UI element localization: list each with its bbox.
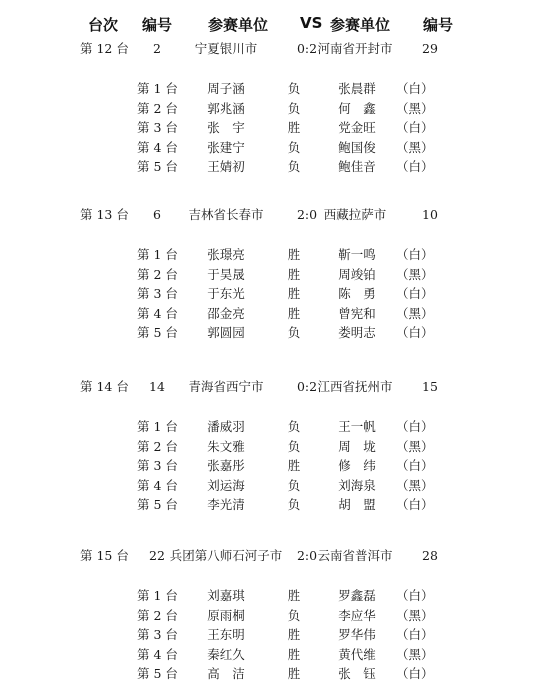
board-label: 第 5 台 xyxy=(137,159,178,174)
match-num-left: 14 xyxy=(149,379,165,394)
board-result: 胜 xyxy=(287,120,301,135)
piece-color: （白） xyxy=(396,120,434,135)
match-team-left: 兵团第八师石河子市 xyxy=(169,548,283,563)
board-label: 第 2 台 xyxy=(137,607,178,623)
piece-color: （黑） xyxy=(396,646,434,662)
piece-color: （黑） xyxy=(396,266,434,282)
player-right: 张 钰 xyxy=(338,666,376,681)
piece-color: （白） xyxy=(396,497,434,512)
board-label: 第 3 台 xyxy=(137,286,178,301)
piece-color: （白） xyxy=(396,247,434,262)
player-left: 张 宇 xyxy=(207,120,245,135)
header-num-left: 编号 xyxy=(142,16,173,34)
player-left: 李光清 xyxy=(207,497,245,512)
board-label: 第 3 台 xyxy=(137,458,178,473)
player-right: 何 鑫 xyxy=(338,100,376,116)
board-label: 第 3 台 xyxy=(137,120,178,135)
player-right: 周竣铂 xyxy=(338,266,376,282)
board-result: 负 xyxy=(287,477,301,493)
player-left: 朱文雅 xyxy=(207,438,245,454)
match-table: 第 13 台 xyxy=(80,207,129,222)
player-right: 陈 勇 xyxy=(338,286,376,301)
piece-color: （黑） xyxy=(396,100,434,116)
piece-color: （白） xyxy=(396,325,434,340)
board-result: 胜 xyxy=(287,627,301,642)
board-label: 第 1 台 xyxy=(137,81,178,96)
board-result: 胜 xyxy=(287,247,301,262)
player-right: 王一帆 xyxy=(338,419,376,434)
piece-color: （白） xyxy=(396,81,434,96)
match-team-right: 江西省抚州市 xyxy=(317,379,393,394)
board-result: 负 xyxy=(287,325,301,340)
match-num-left: 6 xyxy=(153,207,161,222)
board-label: 第 4 台 xyxy=(137,139,178,155)
header-vs: VS xyxy=(300,14,323,32)
board-label: 第 5 台 xyxy=(137,325,178,340)
player-right: 鲍佳音 xyxy=(338,159,376,174)
player-right: 曾宪和 xyxy=(338,305,376,321)
piece-color: （白） xyxy=(396,588,434,603)
player-left: 于昊晟 xyxy=(207,266,245,282)
board-label: 第 4 台 xyxy=(137,305,178,321)
match-num-right: 15 xyxy=(422,379,438,394)
header-team-left: 参赛单位 xyxy=(208,16,269,34)
piece-color: （黑） xyxy=(396,438,434,454)
match-team-left: 吉林省长春市 xyxy=(188,207,264,222)
board-label: 第 3 台 xyxy=(137,627,178,642)
board-label: 第 2 台 xyxy=(137,100,178,116)
board-result: 胜 xyxy=(287,588,301,603)
board-label: 第 1 台 xyxy=(137,419,178,434)
match-num-right: 10 xyxy=(422,207,438,222)
match-table: 第 15 台 xyxy=(80,548,129,563)
player-left: 邵金亮 xyxy=(207,305,245,321)
player-left: 郭圆园 xyxy=(207,325,245,340)
board-result: 负 xyxy=(287,438,301,454)
match-score: 2:0 xyxy=(296,207,318,222)
match-num-left: 22 xyxy=(149,548,165,563)
board-result: 胜 xyxy=(287,646,301,662)
player-right: 刘海泉 xyxy=(338,477,376,493)
board-result: 负 xyxy=(287,139,301,155)
player-left: 周子涵 xyxy=(207,81,245,96)
player-left: 张建宁 xyxy=(207,139,245,155)
board-label: 第 1 台 xyxy=(137,588,178,603)
board-result: 胜 xyxy=(287,666,301,681)
player-left: 秦红久 xyxy=(207,646,245,662)
piece-color: （白） xyxy=(396,286,434,301)
match-num-right: 29 xyxy=(422,41,438,56)
player-left: 于东光 xyxy=(207,286,245,301)
player-left: 郭兆涵 xyxy=(207,100,245,116)
player-right: 靳一鸣 xyxy=(338,247,376,262)
match-score: 2:0 xyxy=(296,548,318,563)
player-right: 周 垅 xyxy=(338,438,376,454)
header-round: 台次 xyxy=(88,16,119,34)
match-team-right: 西藏拉萨市 xyxy=(323,207,387,222)
board-label: 第 2 台 xyxy=(137,266,178,282)
board-label: 第 1 台 xyxy=(137,247,178,262)
player-left: 高 洁 xyxy=(207,666,245,681)
piece-color: （白） xyxy=(396,159,434,174)
piece-color: （白） xyxy=(396,666,434,681)
match-team-right: 河南省开封市 xyxy=(317,41,393,56)
board-label: 第 5 台 xyxy=(137,497,178,512)
match-team-left: 青海省西宁市 xyxy=(188,379,264,394)
piece-color: （白） xyxy=(396,458,434,473)
piece-color: （白） xyxy=(396,419,434,434)
player-left: 刘嘉琪 xyxy=(207,588,245,603)
player-right: 鲍国俊 xyxy=(338,139,376,155)
piece-color: （黑） xyxy=(396,477,434,493)
player-right: 李应华 xyxy=(338,607,376,623)
header-num-right: 编号 xyxy=(423,16,454,34)
piece-color: （黑） xyxy=(396,139,434,155)
player-left: 原雨桐 xyxy=(207,607,245,623)
board-result: 负 xyxy=(287,497,301,512)
board-label: 第 2 台 xyxy=(137,438,178,454)
match-score: 0:2 xyxy=(296,41,318,56)
piece-color: （黑） xyxy=(396,305,434,321)
player-left: 潘威羽 xyxy=(207,419,245,434)
board-result: 负 xyxy=(287,419,301,434)
board-result: 胜 xyxy=(287,458,301,473)
match-table: 第 14 台 xyxy=(80,379,129,394)
header-team-right: 参赛单位 xyxy=(330,16,391,34)
board-result: 胜 xyxy=(287,286,301,301)
player-left: 王东明 xyxy=(207,627,245,642)
player-right: 党金旺 xyxy=(338,120,376,135)
board-result: 负 xyxy=(287,607,301,623)
match-score: 0:2 xyxy=(296,379,318,394)
board-label: 第 4 台 xyxy=(137,646,178,662)
match-num-left: 2 xyxy=(153,41,161,56)
board-label: 第 5 台 xyxy=(137,666,178,681)
match-team-right: 云南省普洱市 xyxy=(317,548,393,563)
player-right: 修 纬 xyxy=(338,458,376,473)
player-right: 张晨群 xyxy=(338,81,376,96)
piece-color: （白） xyxy=(396,627,434,642)
board-label: 第 4 台 xyxy=(137,477,178,493)
board-result: 负 xyxy=(287,81,301,96)
match-table: 第 12 台 xyxy=(80,41,129,56)
match-team-left: 宁夏银川市 xyxy=(194,41,258,56)
board-result: 胜 xyxy=(287,305,301,321)
player-left: 王婧初 xyxy=(207,159,245,174)
player-right: 胡 盟 xyxy=(338,497,376,512)
board-result: 胜 xyxy=(287,266,301,282)
board-result: 负 xyxy=(287,100,301,116)
player-left: 张璟亮 xyxy=(207,247,245,262)
match-num-right: 28 xyxy=(422,548,438,563)
player-right: 罗华伟 xyxy=(338,627,376,642)
player-right: 黄代维 xyxy=(338,646,376,662)
piece-color: （黑） xyxy=(396,607,434,623)
player-left: 刘运海 xyxy=(207,477,245,493)
player-right: 罗鑫磊 xyxy=(338,588,376,603)
board-result: 负 xyxy=(287,159,301,174)
player-right: 娄明志 xyxy=(338,325,376,340)
player-left: 张嘉彤 xyxy=(207,458,245,473)
